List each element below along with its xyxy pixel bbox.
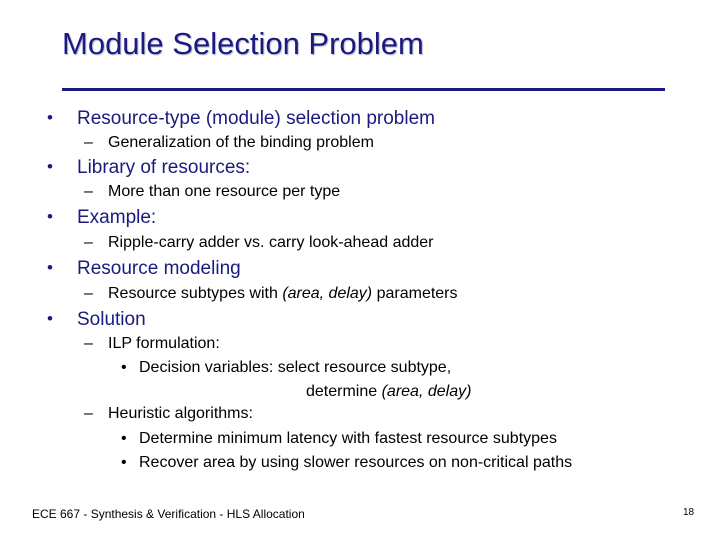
sub-bullet-text-post: parameters <box>372 285 458 302</box>
sub-bullet-text: Generalization of the binding problem <box>108 134 374 151</box>
sub-bullet-text: ILP formulation: <box>108 335 220 352</box>
dash-icon: – <box>84 405 93 422</box>
dash-icon: – <box>84 234 93 251</box>
title-underline <box>62 88 665 91</box>
bullet-text: Resource modeling <box>77 258 241 279</box>
slide-footer: ECE 667 - Synthesis & Verification - HLS Allocation <box>32 507 305 521</box>
bullet-icon: • <box>121 454 127 471</box>
sub-bullet-text <box>108 285 458 303</box>
bullet-icon: • <box>47 108 53 127</box>
bullet-text: Resource-type (module) selection problem <box>77 108 435 129</box>
bullet-text: Example: <box>77 207 157 228</box>
continuation-text <box>306 383 471 401</box>
page-number: 18 <box>683 507 695 518</box>
sub-bullet-text-pre: Resource subtypes with <box>108 285 283 302</box>
sub-sub-bullet-text: Decision variables: select resource subtype, <box>139 359 452 376</box>
dash-icon: – <box>84 285 93 302</box>
dash-icon: – <box>84 335 93 352</box>
sub-sub-bullet-text: Determine minimum latency with fastest resource subtypes <box>139 430 557 447</box>
sub-sub-bullet-text: Recover area by using slower resources on non-critical paths <box>139 454 573 471</box>
sub-bullet-text: Ripple-carry adder vs. carry look-ahead adder <box>108 234 434 251</box>
bullet-icon: • <box>121 430 127 447</box>
bullet-text: Solution <box>77 309 146 330</box>
bullet-icon: • <box>47 207 53 226</box>
bullet-icon: • <box>47 157 53 176</box>
bullet-text: Library of resources: <box>77 157 251 178</box>
sub-bullet-text: Heuristic algorithms: <box>108 405 253 422</box>
area-delay-emphasis: (area, delay) <box>381 383 472 400</box>
dash-icon: – <box>84 134 93 151</box>
bullet-icon: • <box>47 258 53 277</box>
sub-bullet-text: More than one resource per type <box>108 183 341 200</box>
dash-icon: – <box>84 183 93 200</box>
slide-title: Module Selection Problem <box>62 26 424 61</box>
area-delay-emphasis: (area, delay) <box>282 285 373 302</box>
bullet-icon: • <box>47 309 53 328</box>
bullet-icon: • <box>121 359 127 376</box>
continuation-text-pre: determine <box>306 383 382 400</box>
